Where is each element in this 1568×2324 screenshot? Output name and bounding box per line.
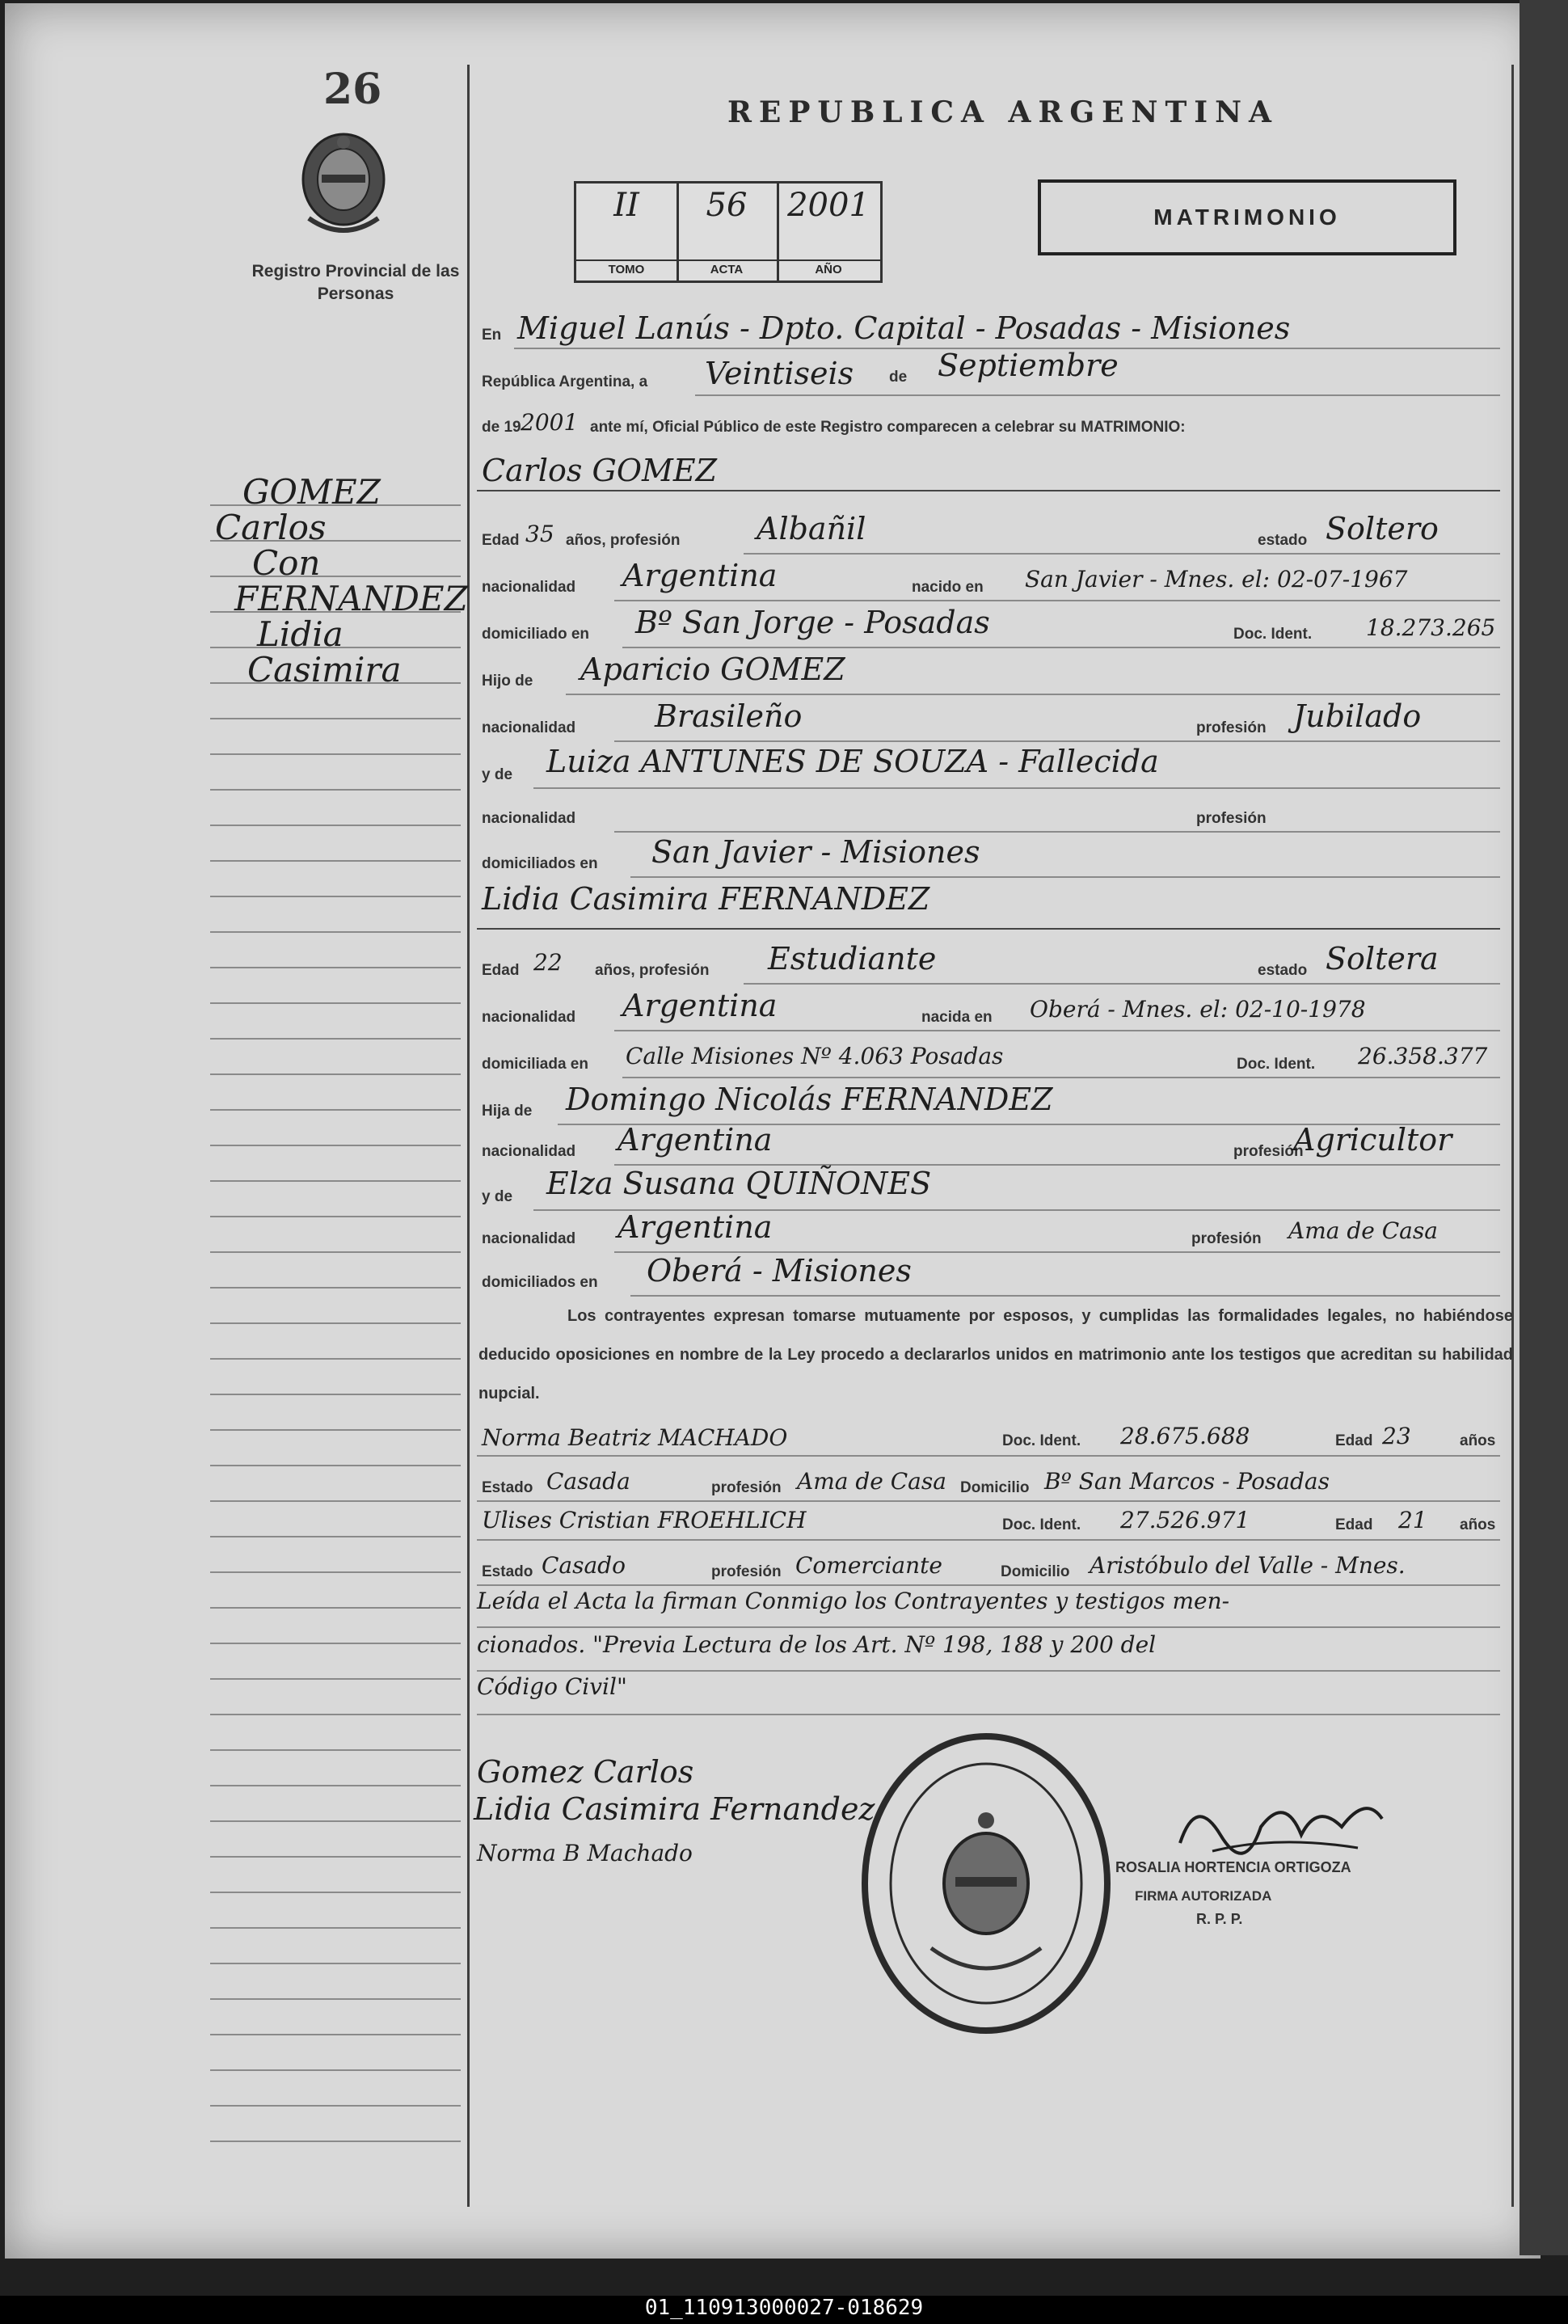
bride-name: Lidia Casimira FERNANDEZ — [482, 881, 930, 917]
margin-rule-line — [210, 825, 461, 826]
rule — [614, 831, 1500, 833]
margin-rule-line — [210, 2105, 461, 2107]
margin-rule-line — [210, 718, 461, 719]
ano-cell — [777, 183, 880, 280]
groom-father-profession: Jubilado — [1293, 698, 1422, 734]
witness1-edad-label: Edad — [1335, 1432, 1373, 1449]
closing-line-3: Código Civil" — [477, 1673, 627, 1700]
margin-name-line: Carlos — [215, 508, 327, 547]
margin-rule-line — [210, 1927, 461, 1929]
witness2-profession: Comerciante — [795, 1552, 942, 1579]
year-value: 2001 — [521, 409, 579, 436]
rule — [477, 1455, 1500, 1457]
margin-rule-line — [210, 1109, 461, 1111]
margin-rule-line — [210, 1038, 461, 1040]
signature-bride: Lidia Casimira Fernandez — [474, 1791, 875, 1827]
margin-rule — [467, 65, 470, 2207]
rule — [566, 694, 1500, 695]
tomo-value: II — [613, 187, 639, 224]
margin-rule-line — [210, 1394, 461, 1395]
place-value: Miguel Lanús - Dpto. Capital - Posadas - Misiones — [517, 310, 1291, 346]
margin-rule-line — [210, 1358, 461, 1360]
witness1-status: Casada — [546, 1468, 630, 1495]
republica-label: República Argentina, a — [482, 373, 648, 390]
witness1-doc-label: Doc. Ident. — [1002, 1432, 1081, 1449]
margin-rule-line — [210, 576, 461, 577]
margin-rule-line — [210, 1500, 461, 1502]
bride-nacida-label: nacida en — [921, 1009, 993, 1026]
official-unit: R. P. P. — [1196, 1911, 1243, 1927]
day-value: Veintiseis — [705, 356, 854, 391]
rule — [477, 490, 1500, 491]
official-role: FIRMA AUTORIZADA — [1135, 1888, 1272, 1904]
witness2-name: Ulises Cristian FROEHLICH — [482, 1507, 807, 1533]
margin-rule-line — [210, 1073, 461, 1075]
margin-rule-line — [210, 1571, 461, 1573]
margin-rule-line — [210, 1856, 461, 1858]
groom-nationality: Argentina — [622, 558, 778, 593]
witness2-age: 21 — [1398, 1507, 1427, 1533]
witness1-doc: 28.675.688 — [1120, 1423, 1250, 1449]
margin-rule-line — [210, 1785, 461, 1786]
margin-rule-line — [210, 1998, 461, 2000]
official-seal-icon — [857, 1730, 1115, 2037]
groom-nacido-label: nacido en — [912, 579, 984, 596]
margin-rule-line — [210, 1643, 461, 1644]
witness2-anos-label: años — [1460, 1516, 1496, 1533]
rule — [622, 1077, 1500, 1078]
de-year-label: de 19 — [482, 419, 521, 436]
witness2-doc: 27.526.971 — [1120, 1507, 1250, 1533]
bride-nacionalidad-label: nacionalidad — [482, 1009, 576, 1026]
bride-y-de-label: y de — [482, 1188, 513, 1205]
margin-rule-line — [210, 2034, 461, 2035]
rule — [477, 1539, 1500, 1541]
record-number-box — [574, 181, 883, 283]
registry-name: Registro Provincial de las Personas — [251, 262, 460, 303]
declaration-text: Los contrayentes expresan tomarse mutuamente por esposos, y cumplidas las formalidades legales, no habiéndose deducido oposiciones en nombre de la Ley procedo a declararlos unidos en matrimonio ante los testigos que acreditan su habilidad nupcial. — [478, 1307, 1513, 1402]
rule — [477, 1584, 1500, 1586]
margin-rule-line — [210, 1465, 461, 1466]
tomo-label: TOMO — [576, 259, 677, 279]
groom-address: Bº San Jorge - Posadas — [635, 605, 990, 640]
coat-of-arms-icon — [293, 129, 394, 246]
official-name: ROSALIA HORTENCIA ORTIGOZA — [1115, 1859, 1351, 1875]
margin-rule-line — [210, 860, 461, 862]
witness2-prof-label: profesión — [711, 1563, 782, 1580]
witness1-profession: Ama de Casa — [797, 1468, 946, 1495]
ano-value: 2001 — [787, 187, 870, 224]
bride-father-nac-label: nacionalidad — [482, 1143, 576, 1160]
bride-estado-label: estado — [1258, 962, 1308, 979]
groom-profession: Albañil — [757, 511, 866, 546]
bride-mother-profession: Ama de Casa — [1288, 1217, 1438, 1244]
bride-father-prof-label: profesión — [1233, 1143, 1304, 1160]
groom-nacionalidad-label: nacionalidad — [482, 579, 576, 596]
bride-mother-nationality: Argentina — [618, 1209, 773, 1245]
groom-parents-dom-label: domiciliados en — [482, 855, 598, 872]
witness1-dom-label: Domicilio — [960, 1479, 1030, 1496]
rule — [477, 1670, 1500, 1672]
groom-estado-label: estado — [1258, 532, 1308, 549]
en-label: En — [482, 327, 502, 344]
margin-rule-line — [210, 1678, 461, 1680]
witness2-status: Casado — [542, 1552, 626, 1579]
witness2-address: Aristóbulo del Valle - Mnes. — [1090, 1552, 1406, 1579]
bride-nationality: Argentina — [622, 988, 778, 1023]
bride-parents-address: Oberá - Misiones — [647, 1253, 912, 1289]
bride-father-nationality: Argentina — [618, 1122, 773, 1158]
signature-witness: Norma B Machado — [477, 1840, 693, 1866]
witness1-age: 23 — [1382, 1423, 1411, 1449]
bride-parents-dom-label: domiciliados en — [482, 1274, 598, 1291]
closing-line-2: cionados. "Previa Lectura de los Art. Nº 198, 188 y 200 del — [477, 1631, 1157, 1658]
groom-y-de-label: y de — [482, 766, 513, 783]
acta-value: 56 — [706, 187, 748, 224]
acta-cell — [677, 183, 779, 280]
margin-name-line: Lidia — [257, 614, 344, 654]
bride-mother-nac-label: nacionalidad — [482, 1230, 576, 1247]
witness1-prof-label: profesión — [711, 1479, 782, 1496]
margin-rule-line — [210, 1216, 461, 1217]
margin-name-line: Con — [252, 543, 321, 583]
bride-mother: Elza Susana QUIÑONES — [546, 1166, 932, 1201]
de-month-label: de — [889, 369, 908, 386]
bride-father: Domingo Nicolás FERNANDEZ — [566, 1082, 1053, 1117]
groom-edad-label: Edad — [482, 532, 520, 549]
groom-anos-label: años, profesión — [566, 532, 681, 549]
image-caption: 01_110913000027-018629 — [644, 2296, 924, 2320]
margin-rule-line — [210, 753, 461, 755]
groom-father-nationality: Brasileño — [655, 698, 803, 734]
document-type-box: MATRIMONIO — [1038, 179, 1456, 255]
bride-domicilio-label: domiciliada en — [482, 1056, 588, 1073]
margin-rule-line — [210, 896, 461, 897]
margin-name-line: Casimira — [247, 650, 402, 690]
witness2-estado-label: Estado — [482, 1563, 533, 1580]
bride-doc: 26.358.377 — [1358, 1043, 1488, 1069]
groom-mother-prof-label: profesión — [1196, 810, 1267, 827]
tomo-cell — [576, 183, 679, 280]
witness1-address: Bº San Marcos - Posadas — [1044, 1468, 1330, 1495]
groom-name: Carlos GOMEZ — [482, 453, 718, 488]
rule — [614, 600, 1500, 601]
witness1-anos-label: años — [1460, 1432, 1496, 1449]
margin-rule-line — [210, 1892, 461, 1893]
bride-anos-label: años, profesión — [595, 962, 710, 979]
bride-age: 22 — [533, 949, 563, 976]
groom-father: Aparicio GOMEZ — [580, 652, 845, 687]
margin-rule-line — [210, 1536, 461, 1537]
rule — [622, 647, 1500, 648]
groom-status: Soltero — [1326, 511, 1439, 546]
bride-address: Calle Misiones Nº 4.063 Posadas — [626, 1043, 1004, 1069]
margin-rule-line — [210, 1145, 461, 1146]
margin-rule-line — [210, 967, 461, 968]
rule — [695, 394, 1500, 396]
margin-rule-line — [210, 1429, 461, 1431]
bride-birth: Oberá - Mnes. el: 02-10-1978 — [1030, 996, 1366, 1023]
margin-name-line: FERNANDEZ — [234, 579, 468, 618]
rule — [744, 983, 1500, 985]
groom-domicilio-label: domiciliado en — [482, 626, 590, 643]
rule — [477, 1626, 1500, 1628]
witness2-edad-label: Edad — [1335, 1516, 1373, 1533]
bride-profession: Estudiante — [768, 941, 937, 976]
right-rule — [1511, 65, 1514, 2207]
bride-hija-label: Hija de — [482, 1103, 533, 1120]
rule — [477, 928, 1500, 930]
margin-rule-line — [210, 789, 461, 791]
acta-label: ACTA — [677, 259, 777, 279]
witness2-doc-label: Doc. Ident. — [1002, 1516, 1081, 1533]
rule — [614, 1030, 1500, 1031]
ano-label: AÑO — [777, 259, 880, 279]
comparecen-text: ante mí, Oficial Público de este Registro comparecen a celebrar su MATRIMONIO: — [590, 419, 1186, 436]
bride-edad-label: Edad — [482, 962, 520, 979]
margin-rule-line — [210, 1820, 461, 1822]
margin-rule-line — [210, 1749, 461, 1751]
page-number: 26 — [323, 65, 382, 114]
rule — [630, 876, 1500, 878]
groom-parents-address: San Javier - Misiones — [651, 834, 980, 870]
margin-rule-line — [210, 1002, 461, 1004]
rule — [477, 1500, 1500, 1502]
margin-name-line: GOMEZ — [242, 472, 381, 512]
country-title: REPUBLICA ARGENTINA — [727, 95, 1279, 129]
rule — [614, 740, 1500, 742]
margin-rule-line — [210, 931, 461, 933]
margin-rule-line — [210, 1251, 461, 1253]
witness1-name: Norma Beatriz MACHADO — [482, 1424, 788, 1451]
groom-hijo-label: Hijo de — [482, 673, 533, 690]
witness2-dom-label: Domicilio — [1001, 1563, 1070, 1580]
margin-rule-line — [210, 2141, 461, 2142]
margin-rule-line — [210, 1963, 461, 1964]
witness1-estado-label: Estado — [482, 1479, 533, 1496]
page-edge — [1520, 0, 1568, 2255]
signature-groom: Gomez Carlos — [477, 1754, 694, 1790]
closing-line-1: Leída el Acta la firman Conmigo los Contrayentes y testigos men- — [477, 1588, 1230, 1614]
margin-rule-line — [210, 1714, 461, 1715]
rule — [477, 1714, 1500, 1715]
groom-father-nac-label: nacionalidad — [482, 719, 576, 736]
margin-rule-line — [210, 1322, 461, 1324]
groom-age: 35 — [525, 521, 554, 547]
margin-rule-line — [210, 1287, 461, 1289]
bride-doc-label: Doc. Ident. — [1237, 1056, 1316, 1073]
margin-rule-line — [210, 1607, 461, 1609]
month-value: Septiembre — [938, 348, 1119, 383]
rule — [533, 787, 1500, 789]
groom-father-prof-label: profesión — [1196, 719, 1267, 736]
rule — [744, 553, 1500, 555]
margin-rule-line — [210, 1180, 461, 1182]
margin-rule-line — [210, 2069, 461, 2071]
bride-mother-prof-label: profesión — [1191, 1230, 1262, 1247]
groom-doc-label: Doc. Ident. — [1233, 626, 1313, 643]
groom-mother-nac-label: nacionalidad — [482, 810, 576, 827]
bride-status: Soltera — [1326, 941, 1439, 976]
groom-mother: Luiza ANTUNES DE SOUZA - Fallecida — [546, 744, 1159, 779]
groom-birth: San Javier - Mnes. el: 02-07-1967 — [1025, 566, 1408, 593]
groom-doc: 18.273.265 — [1366, 614, 1496, 641]
bride-father-profession: Agricultor — [1293, 1122, 1452, 1158]
